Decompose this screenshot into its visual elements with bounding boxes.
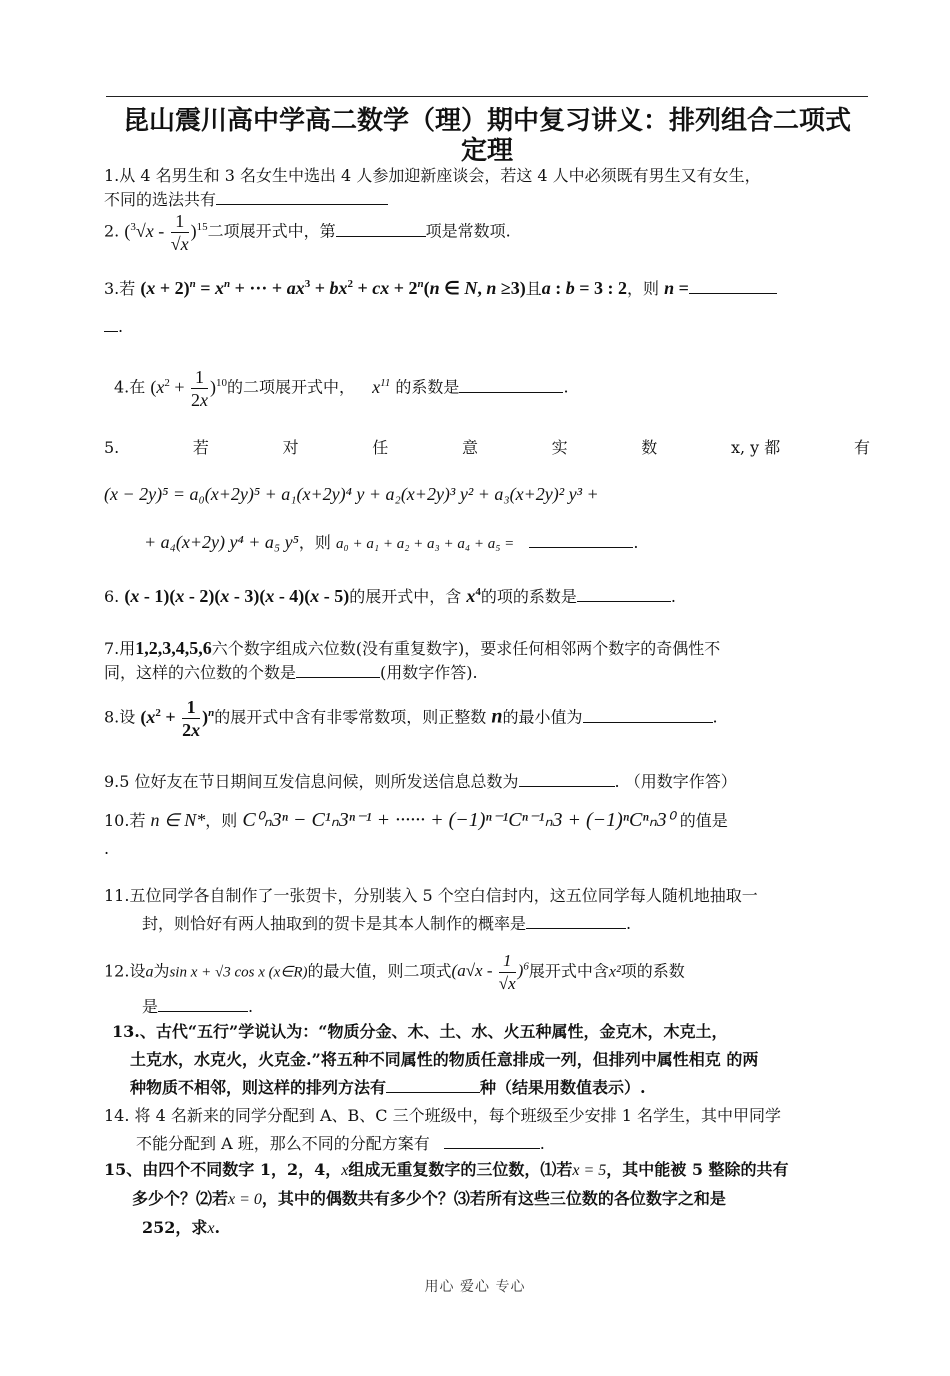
q10-number: 10.若 (104, 811, 146, 830)
q12-number: 12.设 (104, 961, 146, 981)
q8-number: 8.设 (104, 707, 136, 727)
q4-end: 的系数是 (395, 377, 460, 397)
question-5 (104, 436, 874, 556)
q2-text: 二项展开式中，第 (207, 221, 336, 241)
q7-text: 7.用 (104, 639, 136, 658)
q5-sum: a₀ + a₁ + a₂ + a₃ + a₄ + a₅ = (336, 536, 515, 552)
q5-equation-1: (x − 2y)⁵ = a₀(x+2y)⁵ + a₁(x+2y)⁴ y + a₂(x+2y)³ y² + a₃(x+2y)² y³ + (104, 484, 599, 504)
q7-text: 六个数字组成六位数(没有重复数字)，要求任何相邻两个数字的奇偶性不 (211, 639, 721, 658)
q2-number: 2. (104, 221, 120, 241)
q13-line-2: 土克水，水克火，火克金.”将五种不同属性的物质任意排成一列，但排列中属性相克 的两 (130, 1050, 759, 1069)
q3-ratio: a : b = 3 : 2 (541, 278, 627, 298)
title-line-2: 定理 (460, 136, 513, 166)
question-11 (104, 884, 874, 936)
q12-text: 为 (153, 961, 170, 981)
q3-number: 3.若 (104, 279, 136, 298)
question-8: 8.设 ($x^2$ + $\frac{1}{2x}$ )$^n$的展开式中含有非零常数项，则正整数 n的最小值为 . (104, 697, 718, 740)
q15-x: x (207, 1220, 215, 1237)
answer-blank (104, 315, 118, 332)
q5-then: ，则 (298, 533, 331, 552)
question-10 (104, 808, 874, 861)
q10-expression: C⁰ₙ3ⁿ − C¹ₙ3ⁿ⁻¹ + ······ + (−1)ⁿ⁻¹Cⁿ⁻¹ₙ3 + (−1)ⁿCⁿₙ3⁰ (242, 809, 675, 831)
answer-blank (519, 770, 615, 787)
q15-condition-2: x = 0 (228, 1191, 262, 1208)
q7-line-1 (104, 636, 874, 661)
answer-blank (529, 531, 633, 548)
q5-word: 有 (853, 438, 870, 457)
q4-term: $x^{11}$ (372, 376, 391, 397)
q10-end: 的值是 (679, 811, 728, 830)
answer-blank (158, 995, 248, 1012)
answer-blank (216, 188, 388, 205)
q10-then: ，则 (205, 811, 238, 830)
q5-line-1 (104, 436, 870, 460)
answer-blank (459, 376, 563, 393)
answer-blank (444, 1132, 540, 1149)
q12-text: 的最大值，则二项式 (307, 961, 452, 981)
q5-line-3: + a₄(x+2y) y⁴ + a₅ y⁵，则 a₀ + a₁ + a₂ + a₃ + a₄ + a₅ = . (144, 532, 639, 552)
q1-line-2-text: 不同的选法共有 (104, 190, 217, 209)
q6-number: 6. (104, 587, 120, 606)
q12-a: a (145, 963, 154, 981)
q3-line-2: . (104, 315, 874, 339)
answer-blank (583, 706, 713, 723)
q6-end: 的项的系数是 (480, 587, 577, 606)
q15-line-2 (132, 1187, 874, 1212)
q12-expression-1: sin x + √3 cos x (x∈R) (169, 964, 308, 981)
question-1 (104, 164, 874, 212)
q9-end: . （用数字作答） (614, 772, 737, 791)
q7-text: (用数字作答). (380, 663, 478, 682)
q4-number: 4.在 (114, 377, 146, 397)
q8-expression: ($x^2$ + $\frac{1}{2x}$ )$^n$ (140, 697, 215, 740)
q4-text: 的二项展开式中， (227, 377, 356, 397)
q2-expression: ($^3$√x - $\frac{1}{√x}$ )$^{15}$ (124, 211, 208, 254)
answer-blank (577, 585, 671, 602)
q15-line-3: 252，求x. (142, 1218, 221, 1237)
answer-blank (386, 1076, 480, 1093)
q12-expression-2: (a√x - $\frac{1}{√x}$ )$^6$ (451, 951, 529, 993)
q5-word: 数 (641, 438, 658, 457)
q15-x: x (341, 1162, 349, 1179)
q14-line-1: 14. 将 4 名新来的同学分配到 A、B、C 三个班级中，每个班级至少安排 1 名学生，其中甲同学 (104, 1106, 781, 1125)
q5-word: 实 (551, 438, 568, 457)
q1-line-2 (104, 188, 874, 212)
question-2 (104, 210, 874, 255)
q8-end: 的最小值为 (502, 707, 583, 727)
answer-blank (689, 277, 777, 294)
q14-text: 不能分配到 A 班，那么不同的分配方案有 (136, 1134, 430, 1153)
title-line-1: 昆山震川高中学高二数学（理）期中复习讲义：排列组合二项式 (122, 106, 851, 136)
q6-text: 的展开式中，含 (349, 587, 462, 606)
question-7 (104, 636, 874, 685)
q12-text: 展开式中含 (528, 961, 609, 981)
q5-word: 任 (372, 438, 389, 457)
q5-word: 若 (192, 438, 209, 457)
q10-condition: n ∈ N* (150, 810, 206, 830)
q14-line-2: 不能分配到 A 班，那么不同的分配方案有 . (136, 1134, 545, 1153)
q1-line-1: 1.从 4 名男生和 3 名女生中选出 4 人参加迎新座谈会，若这 4 人中必须既有男生又有女生， (104, 166, 761, 185)
q7-line-2 (104, 661, 874, 685)
q15-text: 252，求 (142, 1218, 208, 1237)
q3-then: ，则 (626, 279, 659, 298)
q11-line-2: 封，则恰好有两人抽取到的贺卡是其本人制作的概率是 . (142, 914, 632, 933)
q2-end: 项是常数项. (425, 221, 511, 241)
question-12 (104, 950, 874, 1019)
q12-line-2: 是 . (142, 997, 254, 1016)
q13-line-3 (130, 1076, 882, 1100)
page-title (106, 106, 868, 166)
q8-n: n (491, 705, 503, 728)
question-4: 4.在 ($x^2$ + $\frac{1}{2x}$ )$^{10}$的二项展开式中， $x^{11}$ 的系数是 . (114, 367, 569, 410)
answer-blank (296, 661, 380, 678)
q13-text: 种（结果用数值表示）. (480, 1078, 646, 1097)
q12-term: x² (608, 963, 621, 981)
header-rule (106, 96, 868, 97)
question-14 (104, 1104, 874, 1156)
q5-word: 对 (282, 438, 299, 457)
question-13 (112, 1020, 882, 1100)
q15-line-1 (104, 1158, 874, 1183)
q5-word: 意 (461, 438, 478, 457)
q11-text: 封，则恰好有两人抽取到的贺卡是其本人制作的概率是 (142, 914, 527, 933)
q15-text: ，其中能被 5 整除的共有 (606, 1160, 789, 1179)
q15-text: 组成无重复数字的三位数，⑴若 (348, 1160, 573, 1179)
q11-line-1: 11.五位同学各自制作了一张贺卡，分别装入 5 个空白信封内，这五位同学每人随机地抽取一 (104, 886, 758, 905)
answer-blank (526, 912, 626, 929)
q6-expression: (x - 1)(x - 2)(x - 3)(x - 4)(x - 5) (124, 586, 350, 606)
question-15 (104, 1158, 874, 1241)
question-3 (104, 272, 874, 339)
q3-expression: $(x + 2)^n = x^n$ + ··· + $ax^3 + bx^2$ + cx + $2^n(n$ ∈ N, n ≥3) (140, 278, 526, 298)
question-9 (104, 770, 874, 794)
answer-blank (336, 220, 426, 237)
q15-text: 15、由四个不同数字 1，2，4， (104, 1160, 342, 1179)
q15-text: 多少个？⑵若 (132, 1189, 229, 1208)
question-6: 6. (x - 1)(x - 2)(x - 3)(x - 4)(x - 5)的展开式中，含 $x^4$的项的系数是 . (104, 586, 677, 606)
q15-text: ，其中的偶数共有多少个？⑶若所有这些三位数的各位数字之和是 (261, 1189, 726, 1208)
q4-expression: ($x^2$ + $\frac{1}{2x}$ )$^{10}$ (150, 367, 228, 410)
q12-text: 项的系数 (620, 961, 685, 981)
q13-line-1: 13.、古代“五行”学说认为：“物质分金、木、土、水、火五种属性，金克木，木克土， (112, 1022, 728, 1041)
q5-equation-2: + a₄(x+2y) y⁴ + a₅ y⁵ (144, 532, 299, 552)
q12-text: 是 (142, 997, 159, 1016)
q5-word: 5. (104, 438, 120, 457)
q7-digits: 1,2,3,4,5,6 (135, 638, 212, 658)
q6-term: $x^4$ (466, 586, 481, 606)
q13-text: 种物质不相邻，则这样的排列方法有 (130, 1078, 387, 1097)
q8-text: 的展开式中含有非零常数项，则正整数 (214, 707, 487, 727)
q3-n: n = (664, 278, 689, 298)
q3-mid: 且 (525, 279, 542, 298)
q5-word: x, y 都 (730, 438, 781, 457)
q15-condition-1: x = 5 (572, 1162, 607, 1179)
page-footer: 用心 爱心 专心 (424, 1279, 526, 1295)
q10-dot: . (104, 839, 110, 858)
q9-text: 9.5 位好友在节日期间互发信息问候，则所发送信息总数为 (104, 772, 519, 791)
q7-text: 同，这样的六位数的个数是 (104, 663, 297, 682)
